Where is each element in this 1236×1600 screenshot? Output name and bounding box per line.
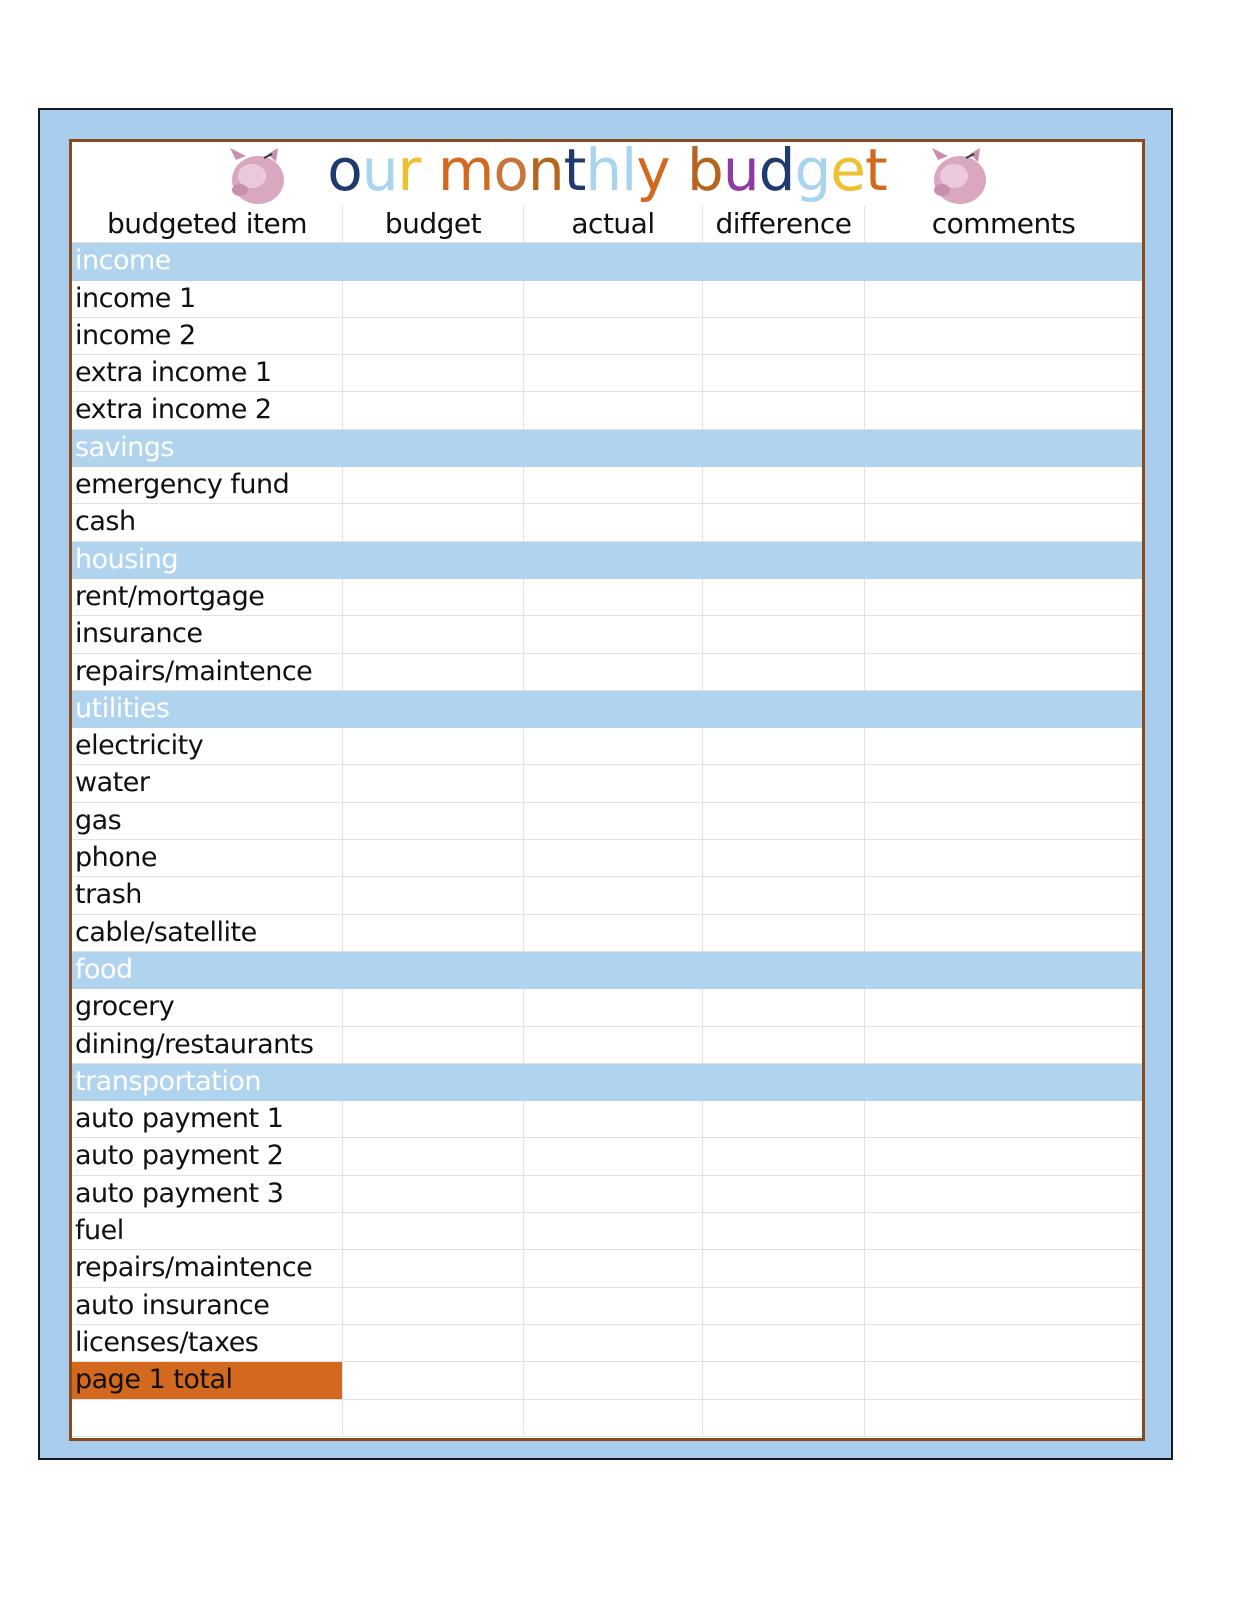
- comments-cell[interactable]: [865, 1288, 1142, 1324]
- page-frame: [38, 108, 1173, 1460]
- table-row: [72, 654, 1142, 691]
- difference-cell[interactable]: [703, 1101, 865, 1137]
- budget-cell[interactable]: [343, 281, 524, 317]
- comments-cell[interactable]: [865, 1176, 1142, 1212]
- budget-cell[interactable]: [343, 504, 524, 540]
- title-letter: m: [437, 136, 494, 204]
- comments-cell[interactable]: [865, 1400, 1142, 1436]
- actual-cell[interactable]: [524, 616, 703, 652]
- budget-cell[interactable]: [343, 915, 524, 951]
- difference-cell[interactable]: [703, 355, 865, 391]
- difference-cell[interactable]: [703, 616, 865, 652]
- difference-cell[interactable]: [703, 1213, 865, 1249]
- item-label: cable/satellite: [72, 915, 343, 951]
- title-letter: l: [621, 136, 637, 204]
- title-letter: u: [361, 136, 398, 204]
- title-letter: y: [636, 136, 670, 204]
- budget-cell[interactable]: [343, 840, 524, 876]
- table-row: [72, 989, 1142, 1026]
- budget-cell[interactable]: [343, 467, 524, 503]
- item-label: repairs/maintence: [72, 1250, 343, 1286]
- comments-cell[interactable]: [865, 392, 1142, 428]
- budget-cell[interactable]: [343, 1325, 524, 1361]
- item-label: extra income 2: [72, 392, 343, 428]
- comments-cell[interactable]: [865, 1138, 1142, 1174]
- section-label: housing: [75, 543, 179, 575]
- difference-cell[interactable]: [703, 765, 865, 801]
- item-label: cash: [72, 504, 343, 540]
- actual-cell[interactable]: [524, 1250, 703, 1286]
- table-row: [72, 616, 1142, 653]
- table-header: [72, 206, 1142, 243]
- table-row: [72, 392, 1142, 429]
- item-label: insurance: [72, 616, 343, 652]
- item-label: fuel: [72, 1213, 343, 1249]
- table-row: [72, 1101, 1142, 1138]
- table-row: [72, 1138, 1142, 1175]
- budget-cell[interactable]: [343, 1138, 524, 1174]
- item-label: [72, 1400, 343, 1436]
- item-label: dining/restaurants: [72, 1027, 343, 1063]
- actual-cell[interactable]: [524, 318, 703, 354]
- title-letter: o: [327, 136, 362, 204]
- budget-cell[interactable]: [343, 616, 524, 652]
- section-header-row: [72, 430, 1142, 467]
- difference-cell[interactable]: [703, 281, 865, 317]
- table-row: [72, 915, 1142, 952]
- difference-cell[interactable]: [703, 1288, 865, 1324]
- item-label: auto payment 2: [72, 1138, 343, 1174]
- actual-cell[interactable]: [524, 1101, 703, 1137]
- budget-sheet: [69, 136, 1145, 1441]
- title-letter: n: [527, 136, 564, 204]
- table-row: [72, 1176, 1142, 1213]
- actual-cell[interactable]: [524, 1213, 703, 1249]
- budget-cell[interactable]: [343, 318, 524, 354]
- budget-cell[interactable]: [343, 1213, 524, 1249]
- budget-cell[interactable]: [343, 1027, 524, 1063]
- comments-cell[interactable]: [865, 877, 1142, 913]
- budget-cell[interactable]: [343, 1176, 524, 1212]
- difference-cell[interactable]: [703, 654, 865, 690]
- budget-cell[interactable]: [343, 803, 524, 839]
- item-label: income 2: [72, 318, 343, 354]
- difference-cell[interactable]: [703, 1027, 865, 1063]
- comments-cell[interactable]: [865, 989, 1142, 1025]
- comments-cell[interactable]: [865, 281, 1142, 317]
- actual-cell[interactable]: [524, 1362, 703, 1398]
- difference-cell[interactable]: [703, 1400, 865, 1436]
- title-letter: t: [563, 136, 586, 204]
- difference-cell[interactable]: [703, 1250, 865, 1286]
- table-row: [72, 1400, 1142, 1437]
- title-letter: h: [585, 136, 622, 204]
- comments-cell[interactable]: [865, 728, 1142, 764]
- item-label: licenses/taxes: [72, 1325, 343, 1361]
- budget-cell[interactable]: [343, 355, 524, 391]
- column-header: budgeted item: [72, 206, 343, 242]
- item-label: gas: [72, 803, 343, 839]
- actual-cell[interactable]: [524, 579, 703, 615]
- table-row: [72, 1288, 1142, 1325]
- difference-cell[interactable]: [703, 989, 865, 1025]
- budget-cell[interactable]: [343, 579, 524, 615]
- actual-cell[interactable]: [524, 989, 703, 1025]
- item-label: auto payment 1: [72, 1101, 343, 1137]
- difference-cell[interactable]: [703, 915, 865, 951]
- section-label: transportation: [75, 1065, 262, 1097]
- item-label: phone: [72, 840, 343, 876]
- budget-cell[interactable]: [343, 1362, 524, 1398]
- actual-cell[interactable]: [524, 728, 703, 764]
- section-header-row: [72, 952, 1142, 989]
- section-label: income: [75, 245, 171, 277]
- title-letter: u: [722, 136, 759, 204]
- comments-cell[interactable]: [865, 1362, 1142, 1398]
- comments-cell[interactable]: [865, 355, 1142, 391]
- table-row: [72, 840, 1142, 877]
- item-label: page 1 total: [72, 1362, 343, 1398]
- difference-cell[interactable]: [703, 1138, 865, 1174]
- comments-cell[interactable]: [865, 1027, 1142, 1063]
- title-letter: o: [493, 136, 528, 204]
- actual-cell[interactable]: [524, 765, 703, 801]
- actual-cell[interactable]: [524, 355, 703, 391]
- section-label: food: [75, 953, 133, 985]
- budget-cell[interactable]: [343, 728, 524, 764]
- actual-cell[interactable]: [524, 1138, 703, 1174]
- item-label: rent/mortgage: [72, 579, 343, 615]
- actual-cell[interactable]: [524, 803, 703, 839]
- item-label: repairs/maintence: [72, 654, 343, 690]
- comments-cell[interactable]: [865, 840, 1142, 876]
- section-header-row: [72, 542, 1142, 579]
- title-letter: [420, 136, 437, 204]
- item-label: water: [72, 765, 343, 801]
- comments-cell[interactable]: [865, 467, 1142, 503]
- title-letter: t: [864, 136, 887, 204]
- item-label: auto payment 3: [72, 1176, 343, 1212]
- item-label: auto insurance: [72, 1288, 343, 1324]
- comments-cell[interactable]: [865, 915, 1142, 951]
- comments-cell[interactable]: [865, 765, 1142, 801]
- title-row: [72, 136, 1142, 206]
- table-row: [72, 765, 1142, 802]
- table-row: [72, 579, 1142, 616]
- title-letter: g: [794, 136, 831, 204]
- actual-cell[interactable]: [524, 1176, 703, 1212]
- comments-cell[interactable]: [865, 1325, 1142, 1361]
- difference-cell[interactable]: [703, 840, 865, 876]
- table-row: [72, 1213, 1142, 1250]
- actual-cell[interactable]: [524, 281, 703, 317]
- difference-cell[interactable]: [703, 1362, 865, 1398]
- column-header: budget: [343, 206, 524, 242]
- table-row: [72, 877, 1142, 914]
- column-header: comments: [931, 207, 1076, 240]
- comments-cell[interactable]: [865, 579, 1142, 615]
- budget-cell[interactable]: [343, 989, 524, 1025]
- comments-cell[interactable]: [865, 654, 1142, 690]
- table-row: [72, 467, 1142, 504]
- difference-cell[interactable]: [703, 803, 865, 839]
- piggy-bank-icon: [924, 146, 994, 208]
- section-label: utilities: [75, 692, 170, 724]
- table-row: [72, 803, 1142, 840]
- actual-cell[interactable]: [524, 1027, 703, 1063]
- title-letter: b: [687, 136, 723, 204]
- actual-cell[interactable]: [524, 392, 703, 428]
- difference-cell[interactable]: [703, 579, 865, 615]
- section-label: savings: [75, 431, 174, 463]
- difference-cell[interactable]: [703, 728, 865, 764]
- difference-cell[interactable]: [703, 1325, 865, 1361]
- item-label: extra income 1: [72, 355, 343, 391]
- table-row: [72, 1325, 1142, 1362]
- title-letter: [670, 136, 687, 204]
- comments-cell[interactable]: [865, 616, 1142, 652]
- actual-cell[interactable]: [524, 1288, 703, 1324]
- item-label: trash: [72, 877, 343, 913]
- comments-cell[interactable]: [865, 803, 1142, 839]
- actual-cell[interactable]: [524, 840, 703, 876]
- table-row: [72, 1027, 1142, 1064]
- table-row: [72, 1250, 1142, 1287]
- actual-cell[interactable]: [524, 504, 703, 540]
- item-label: grocery: [72, 989, 343, 1025]
- actual-cell[interactable]: [524, 467, 703, 503]
- actual-cell[interactable]: [524, 654, 703, 690]
- item-label: emergency fund: [72, 467, 343, 503]
- table-row: [72, 318, 1142, 355]
- section-header-row: [72, 243, 1142, 280]
- budget-table: [72, 206, 1142, 1437]
- comments-cell[interactable]: [865, 504, 1142, 540]
- table-row: [72, 504, 1142, 541]
- comments-cell[interactable]: [865, 1101, 1142, 1137]
- comments-cell[interactable]: [865, 1213, 1142, 1249]
- difference-cell[interactable]: [703, 318, 865, 354]
- column-header: difference: [703, 206, 865, 242]
- table-row: [72, 355, 1142, 392]
- budget-cell[interactable]: [343, 765, 524, 801]
- budget-cell[interactable]: [343, 1400, 524, 1436]
- title-letter: r: [397, 136, 421, 204]
- actual-cell[interactable]: [524, 915, 703, 951]
- difference-cell[interactable]: [703, 877, 865, 913]
- budget-cell[interactable]: [343, 654, 524, 690]
- title-letter: d: [758, 136, 795, 204]
- section-header-row: [72, 1064, 1142, 1101]
- budget-cell[interactable]: [343, 392, 524, 428]
- actual-cell[interactable]: [524, 1325, 703, 1361]
- total-row: [72, 1362, 1142, 1399]
- difference-cell[interactable]: [703, 504, 865, 540]
- budget-cell[interactable]: [343, 1288, 524, 1324]
- comments-cell[interactable]: [865, 1250, 1142, 1286]
- column-header: actual: [524, 206, 703, 242]
- actual-cell[interactable]: [524, 1400, 703, 1436]
- budget-cell[interactable]: [343, 877, 524, 913]
- actual-cell[interactable]: [524, 877, 703, 913]
- difference-cell[interactable]: [703, 467, 865, 503]
- item-label: income 1: [72, 281, 343, 317]
- table-row: [72, 728, 1142, 765]
- budget-cell[interactable]: [343, 1101, 524, 1137]
- table-row: [72, 281, 1142, 318]
- difference-cell[interactable]: [703, 1176, 865, 1212]
- section-header-row: [72, 691, 1142, 728]
- comments-cell[interactable]: [865, 318, 1142, 354]
- title-letter: e: [830, 136, 865, 204]
- budget-cell[interactable]: [343, 1250, 524, 1286]
- difference-cell[interactable]: [703, 392, 865, 428]
- item-label: electricity: [72, 728, 343, 764]
